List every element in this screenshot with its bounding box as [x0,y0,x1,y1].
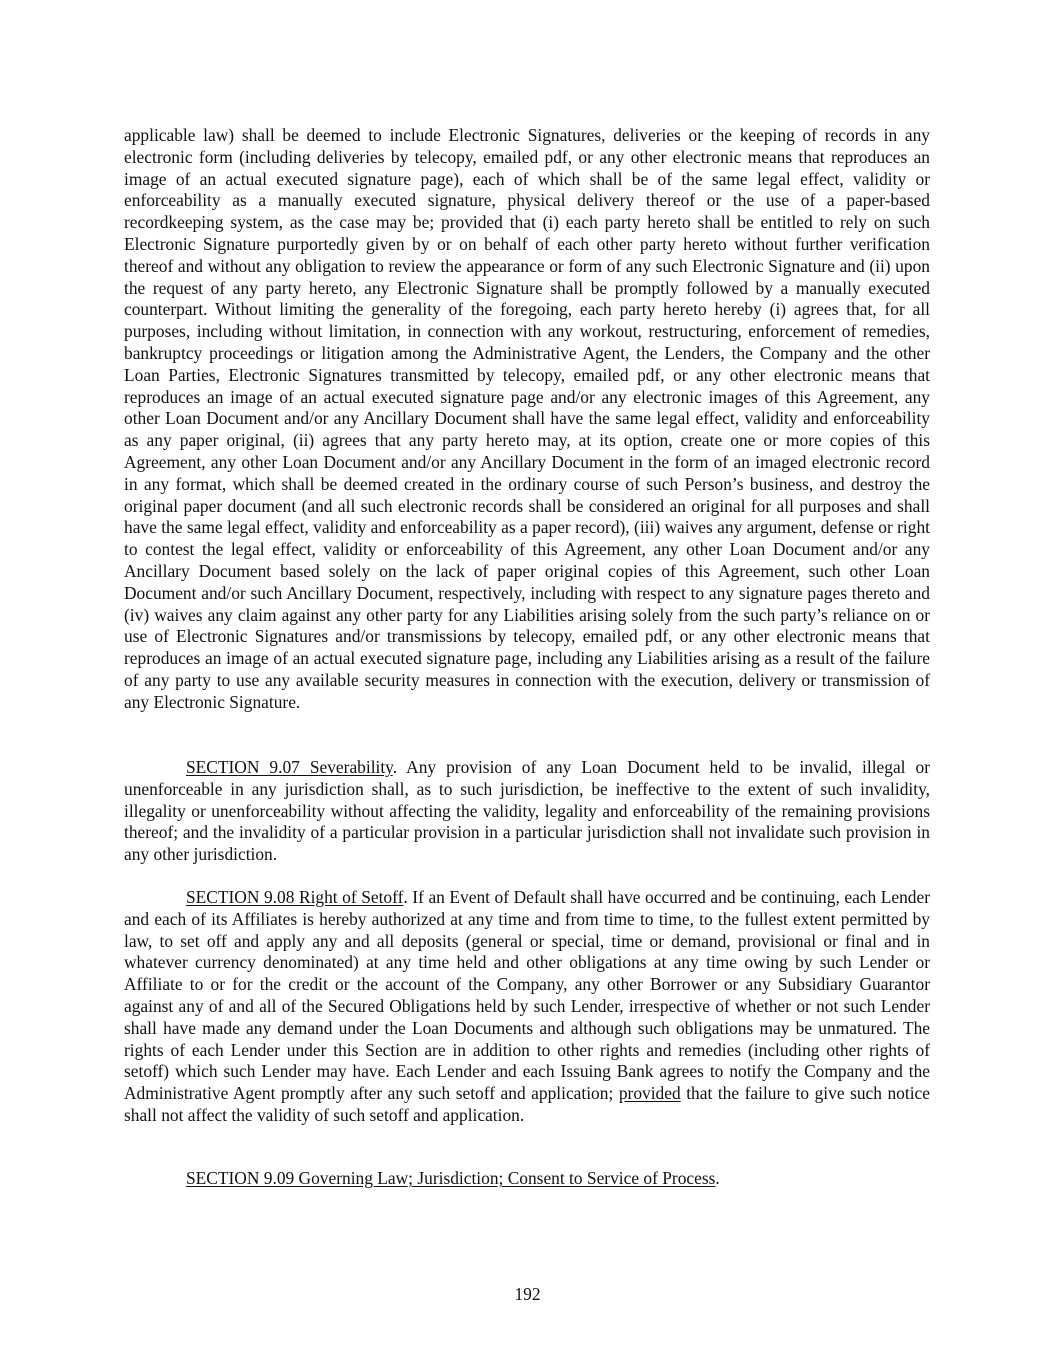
section-9-09-paragraph [124,1168,930,1190]
section-9-08-body-part-2: that the failure to give such notice shall not affect the validity of such setoff and application. [124,1083,930,1125]
section-9-07-heading: SECTION 9.07 Severability [186,757,393,777]
section-9-08-body-part-1: . If an Event of Default shall have occurred and be continuing, each Lender and each of its Affiliates is hereby authorized at any time and from time to time, to the fullest extent permitted by law, to set off and apply any and all deposits (general or special, time or demand, provisional or final and in whatever currency denominated) at any time held and other obligations at any time owing by such Lender or Affiliate to or for the credit or the account of the Company, any other Borrower or any Subsidiary Guarantor against any of and all of the Secured Obligations held by such Lender, irrespective of whether or not such Lender shall have made any demand under the Loan Documents and although such obligations may be unmatured. The rights of each Lender under this Section are in addition to other rights and remedies (including other rights of setoff) which such Lender may have. Each Lender and each Issuing Bank agrees to notify the Company and the Administrative Agent promptly after any such setoff and application; [124,887,930,1104]
page-number: 192 [514,1284,541,1304]
section-9-07-body: . Any provision of any Loan Document held to be invalid, illegal or unenforceable in any jurisdiction shall, as to such jurisdiction, be ineffective to the extent of such invalidity, illegality or unenforceability without affecting the validity, legality and enforceability of the remaining provisions thereof; and the invalidity of a particular provision in a particular jurisdiction shall not invalidate such provision in any other jurisdiction. [124,757,930,865]
section-9-07-paragraph [124,757,930,866]
section-9-09-trailing: . [715,1168,720,1188]
continuation-paragraph: applicable law) shall be deemed to include Electronic Signatures, deliveries or the keeping of records in any electronic form (including deliveries by telecopy, emailed pdf, or any other electronic means that reproduces an image of an actual executed signature page), each of which shall be of the same legal effect, validity or enforceability as a manually executed signature, physical delivery thereof or the use of a paper-based recordkeeping system, as the case may be; provided that (i) each party hereto shall be entitled to rely on such Electronic Signature purportedly given by or on behalf of each other party hereto without further verification thereof and without any obligation to review the appearance or form of any such Electronic Signature and (ii) upon the request of any party hereto, any Electronic Signature shall be promptly followed by a manually executed counterpart. Without limiting the generality of the foregoing, each party hereto hereby (i) agrees that, for all purposes, including without limitation, in connection with any workout, restructuring, enforcement of remedies, bankruptcy proceedings or litigation among the Administrative Agent, the Lenders, the Company and the other Loan Parties, Electronic Signatures transmitted by telecopy, emailed pdf, or any other electronic means that reproduces an image of an actual executed signature page and/or any electronic images of this Agreement, any other Loan Document and/or any Ancillary Document shall have the same legal effect, validity and enforceability as any paper original, (ii) agrees that any party hereto may, at its option, create one or more copies of this Agreement, any other Loan Document and/or any Ancillary Document in the form of an imaged electronic record in any format, which shall be deemed created in the ordinary course of such Person’s business, and destroy the original paper document (and all such electronic records shall be considered an original for all purposes and shall have the same legal effect, validity and enforceability as a paper record), (iii) waives any argument, defense or right to contest the legal effect, validity or enforceability of this Agreement, any other Loan Document and/or any Ancillary Document based solely on the lack of paper original copies of this Agreement, such other Loan Document and/or such Ancillary Document, respectively, including with respect to any signature pages thereto and (iv) waives any claim against any other party for any Liabilities arising solely from the such party’s reliance on or use of Electronic Signatures and/or transmissions by telecopy, emailed pdf, or any other electronic means that reproduces an image of an actual executed signature page, including any Liabilities arising as a result of the failure of any party to use any available security measures in connection with the execution, delivery or transmission of any Electronic Signature. [124,125,930,712]
section-9-08-paragraph [124,887,930,1127]
section-9-09-heading: SECTION 9.09 Governing Law; Jurisdiction; Consent to Service of Process [186,1168,716,1188]
provided-term: provided [618,1083,681,1104]
section-9-08-heading: SECTION 9.08 Right of Setoff [186,887,404,907]
